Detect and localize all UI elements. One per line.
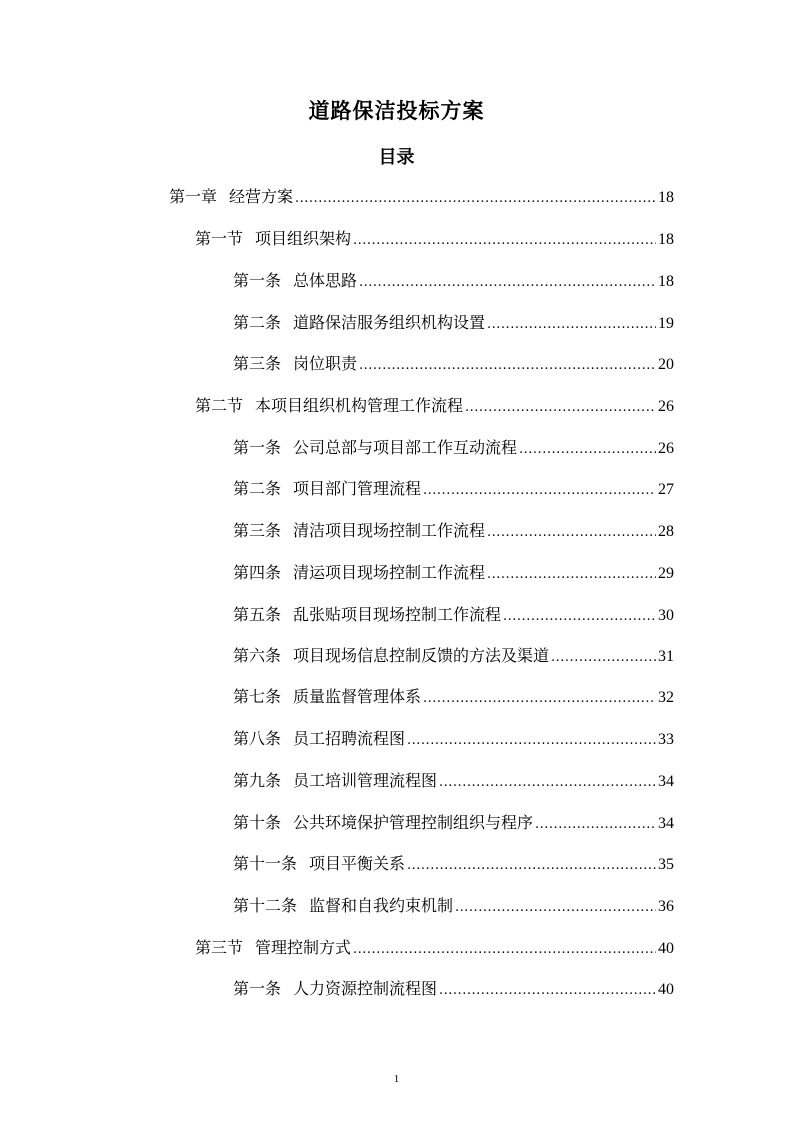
toc-entry-title: 清洁项目现场控制工作流程 bbox=[293, 521, 486, 540]
toc-entry-page: 40 bbox=[658, 981, 674, 998]
toc-entry-article[interactable] bbox=[233, 809, 674, 837]
toc-entry-title: 员工培训管理流程图 bbox=[293, 771, 438, 790]
page-number: 1 bbox=[393, 1073, 400, 1085]
toc-entry-section-2[interactable] bbox=[195, 392, 674, 420]
toc-entry-label: 第十二条 bbox=[233, 896, 298, 915]
toc-entry-title: 员工招聘流程图 bbox=[293, 729, 406, 748]
toc-entry-label: 第二条 bbox=[233, 313, 282, 332]
toc-entry-article[interactable] bbox=[233, 559, 674, 587]
toc-entry-page: 34 bbox=[658, 773, 674, 790]
toc-entry-page: 33 bbox=[658, 731, 674, 748]
toc-entry-title: 监督和自我约束机制 bbox=[309, 896, 454, 915]
toc-entry-section-1[interactable] bbox=[195, 225, 674, 253]
dot-leader bbox=[359, 352, 656, 380]
toc-entry-label: 第一条 bbox=[233, 271, 282, 290]
toc-entry-title: 清运项目现场控制工作流程 bbox=[293, 563, 486, 582]
dot-leader bbox=[353, 936, 656, 964]
toc-entry-label: 第二节 bbox=[195, 396, 244, 415]
toc-entry-label: 第九条 bbox=[233, 771, 282, 790]
toc-entry-article[interactable] bbox=[233, 350, 674, 378]
toc-entry-page: 40 bbox=[658, 940, 674, 957]
dot-leader bbox=[423, 477, 656, 505]
toc-entry-label: 第三条 bbox=[233, 521, 282, 540]
toc-entry-title: 人力资源控制流程图 bbox=[293, 979, 438, 998]
toc-entry-title: 岗位职责 bbox=[293, 354, 358, 373]
toc-entry-page: 27 bbox=[658, 481, 674, 498]
toc-entry-title: 乱张贴项目现场控制工作流程 bbox=[293, 605, 502, 624]
dot-leader bbox=[487, 519, 656, 547]
toc-entry-title: 公共环境保护管理控制组织与程序 bbox=[293, 813, 534, 832]
toc-entry-page: 18 bbox=[658, 273, 674, 290]
document-title: 道路保洁投标方案 bbox=[308, 99, 485, 123]
toc-entry-article[interactable] bbox=[233, 975, 674, 1003]
toc-entry-label: 第四条 bbox=[233, 563, 282, 582]
toc-entry-label: 第一条 bbox=[233, 438, 282, 457]
toc-entry-article[interactable] bbox=[233, 309, 674, 337]
toc-entry-article[interactable] bbox=[233, 434, 674, 462]
toc-entry-article[interactable] bbox=[233, 267, 674, 295]
toc-entry-label: 第六条 bbox=[233, 646, 282, 665]
toc-entry-page: 30 bbox=[658, 607, 674, 624]
dot-leader bbox=[487, 311, 656, 339]
toc-entry-label: 第三条 bbox=[233, 354, 282, 373]
toc-entry-title: 本项目组织机构管理工作流程 bbox=[255, 396, 464, 415]
toc-entry-label: 第十一条 bbox=[233, 854, 298, 873]
dot-leader bbox=[407, 727, 656, 755]
dot-leader bbox=[359, 269, 656, 297]
toc-entry-page: 31 bbox=[658, 648, 674, 665]
dot-leader bbox=[551, 644, 656, 672]
toc-entry-label: 第七条 bbox=[233, 687, 282, 706]
dot-leader bbox=[519, 436, 656, 464]
toc-entry-page: 32 bbox=[658, 689, 674, 706]
toc-entry-title: 项目组织架构 bbox=[255, 229, 352, 248]
toc-entry-section-3[interactable] bbox=[195, 934, 674, 962]
toc-entry-label: 第三节 bbox=[195, 938, 244, 957]
dot-leader bbox=[353, 227, 656, 255]
toc-entry-article[interactable] bbox=[233, 475, 674, 503]
toc-entry-page: 19 bbox=[658, 315, 674, 332]
toc-entry-title: 经营方案 bbox=[229, 187, 294, 206]
toc-entry-label: 第一节 bbox=[195, 229, 244, 248]
toc-entry-article[interactable] bbox=[233, 601, 674, 629]
toc-heading: 目录 bbox=[378, 147, 415, 168]
dot-leader bbox=[295, 185, 656, 213]
toc-entry-title: 项目平衡关系 bbox=[309, 854, 406, 873]
toc-entry-page: 26 bbox=[658, 398, 674, 415]
toc-entry-title: 项目部门管理流程 bbox=[293, 479, 422, 498]
toc-entry-page: 35 bbox=[658, 856, 674, 873]
toc-entry-label: 第一章 bbox=[169, 187, 218, 206]
dot-leader bbox=[535, 811, 656, 839]
toc-entry-title: 公司总部与项目部工作互动流程 bbox=[293, 438, 518, 457]
toc-entry-article[interactable] bbox=[233, 767, 674, 795]
toc-entry-article[interactable] bbox=[233, 517, 674, 545]
dot-leader bbox=[407, 852, 656, 880]
dot-leader bbox=[439, 977, 656, 1005]
toc-entry-label: 第八条 bbox=[233, 729, 282, 748]
toc-entry-page: 18 bbox=[658, 231, 674, 248]
toc-entry-page: 20 bbox=[658, 356, 674, 373]
toc-entry-label: 第十条 bbox=[233, 813, 282, 832]
dot-leader bbox=[423, 685, 656, 713]
toc-entry-page: 36 bbox=[658, 898, 674, 915]
toc-entry-title: 道路保洁服务组织机构设置 bbox=[293, 313, 486, 332]
dot-leader bbox=[439, 769, 656, 797]
toc-entry-article[interactable] bbox=[233, 725, 674, 753]
toc-entry-article[interactable] bbox=[233, 642, 674, 670]
toc-entry-article[interactable] bbox=[233, 683, 674, 711]
toc-entry-title: 总体思路 bbox=[293, 271, 358, 290]
toc-entry-label: 第五条 bbox=[233, 605, 282, 624]
toc-entry-chapter-1[interactable] bbox=[169, 183, 674, 211]
toc-entry-page: 18 bbox=[658, 189, 674, 206]
toc-entry-page: 34 bbox=[658, 815, 674, 832]
toc-entry-article[interactable] bbox=[233, 850, 674, 878]
toc-entry-article[interactable] bbox=[233, 892, 674, 920]
toc-entry-title: 质量监督管理体系 bbox=[293, 687, 422, 706]
toc-entry-label: 第二条 bbox=[233, 479, 282, 498]
dot-leader bbox=[503, 603, 656, 631]
toc-entry-page: 26 bbox=[658, 440, 674, 457]
dot-leader bbox=[487, 561, 656, 589]
toc-entry-title: 项目现场信息控制反馈的方法及渠道 bbox=[293, 646, 550, 665]
toc-entry-page: 28 bbox=[658, 523, 674, 540]
toc-entry-page: 29 bbox=[658, 565, 674, 582]
toc-entry-title: 管理控制方式 bbox=[255, 938, 352, 957]
dot-leader bbox=[465, 394, 656, 422]
toc-entry-label: 第一条 bbox=[233, 979, 282, 998]
dot-leader bbox=[455, 894, 656, 922]
